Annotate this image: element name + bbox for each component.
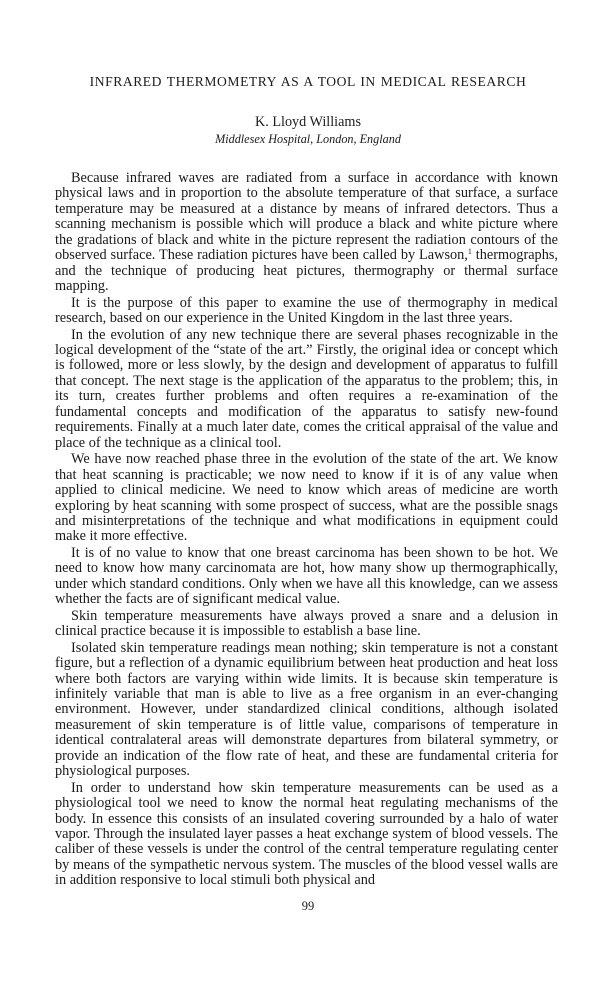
paragraph: We have now reached phase three in the evolution of the state of the art. We know that heat scanning is practicable; we now need to know if it is of any value when applied to clinical medicine. We need to know which areas of medicine are worth exploring by heat scanning with some prospect of success, what are the possible snags and misinterpretations of the technique and what modifications in equipment could make it more effective. [55, 451, 558, 545]
paragraph: Skin temperature measurements have always proved a snare and a delusion in clinical practice because it is impossible to establish a base line. [55, 607, 558, 640]
author-name: K. Lloyd Williams [255, 114, 361, 130]
paragraph-text: Because infrared waves are radiated from a surface in accordance with known physical laws and in proportion to the absolute temperature of that surface, a surface temperature may be measured at a distance by means of infrared detectors. Thus a scanning mechanism is possible which will produce a black and white picture where the gradations of black and white in the picture represent the radiation contours of the observed surface. These radiation pictures have been called by Lawson, [55, 170, 558, 264]
page-number: 99 [301, 899, 315, 913]
reference-marker: 1 [467, 247, 472, 257]
paper-title: INFRARED THERMOMETRY AS A TOOL IN MEDICAL RESEARCH [89, 74, 527, 89]
paragraph-text: thermographs, and the technique of producing heat pictures, thermography or thermal surface mapping. [55, 247, 558, 295]
paragraph: It is the purpose of this paper to examine the use of thermography in medical research, based on our experience in the United Kingdom in the last three years. [55, 294, 558, 327]
paragraph: In the evolution of any new technique there are several phases recognizable in the logical development of the “state of the art.” Firstly, the original idea or concept which is followed, more or less slowly, by the design and development of apparatus to fulfill that concept. The next stage is the application of the apparatus to the problem; this, in its turn, creates further problems and often requires a re-examination of the fundamental concepts and modification of the apparatus to satisfy new-found requirements. Finally at a much later date, comes the critical appraisal of the value and place of the technique as a clinical tool. [55, 326, 558, 451]
body-text [55, 171, 558, 889]
paragraph: It is of no value to know that one breast carcinoma has been shown to be hot. We need to know how many carcinomata are hot, how many show up thermographically, under which standard conditions. Only when we have all this knowledge, can we assess whether the facts are of significant medical value. [55, 544, 558, 608]
paragraph: In order to understand how skin temperature measurements can be used as a physiological tool we need to know the normal heat regulating mechanisms of the body. In essence this consists of an insulated covering surrounded by a halo of water vapor. Through the insulated layer passes a heat exchange system of blood vessels. The caliber of these vessels is under the control of the central temperature regulating center by means of the sympathetic nervous system. The muscles of the blood vessel walls are in addition responsive to local stimuli both physical and [55, 779, 558, 889]
paragraph: Isolated skin temperature readings mean nothing; skin temperature is not a constant figure, but a reflection of a dynamic equilibrium between heat production and heat loss where both factors are varying within wide limits. It is because skin temperature is infinitely variable that man is able to live as a free organism in an ever-changing environment. However, under standardized clinical conditions, although isolated measurement of skin temperature is of little value, comparisons of temperature in identical contralateral areas will demonstrate departures from bilateral symmetry, or provide an indication of the flow rate of heat, and these are fundamental criteria for physiological purposes. [55, 639, 558, 780]
paragraph-intro [55, 171, 558, 295]
author-affiliation: Middlesex Hospital, London, England [215, 132, 401, 146]
